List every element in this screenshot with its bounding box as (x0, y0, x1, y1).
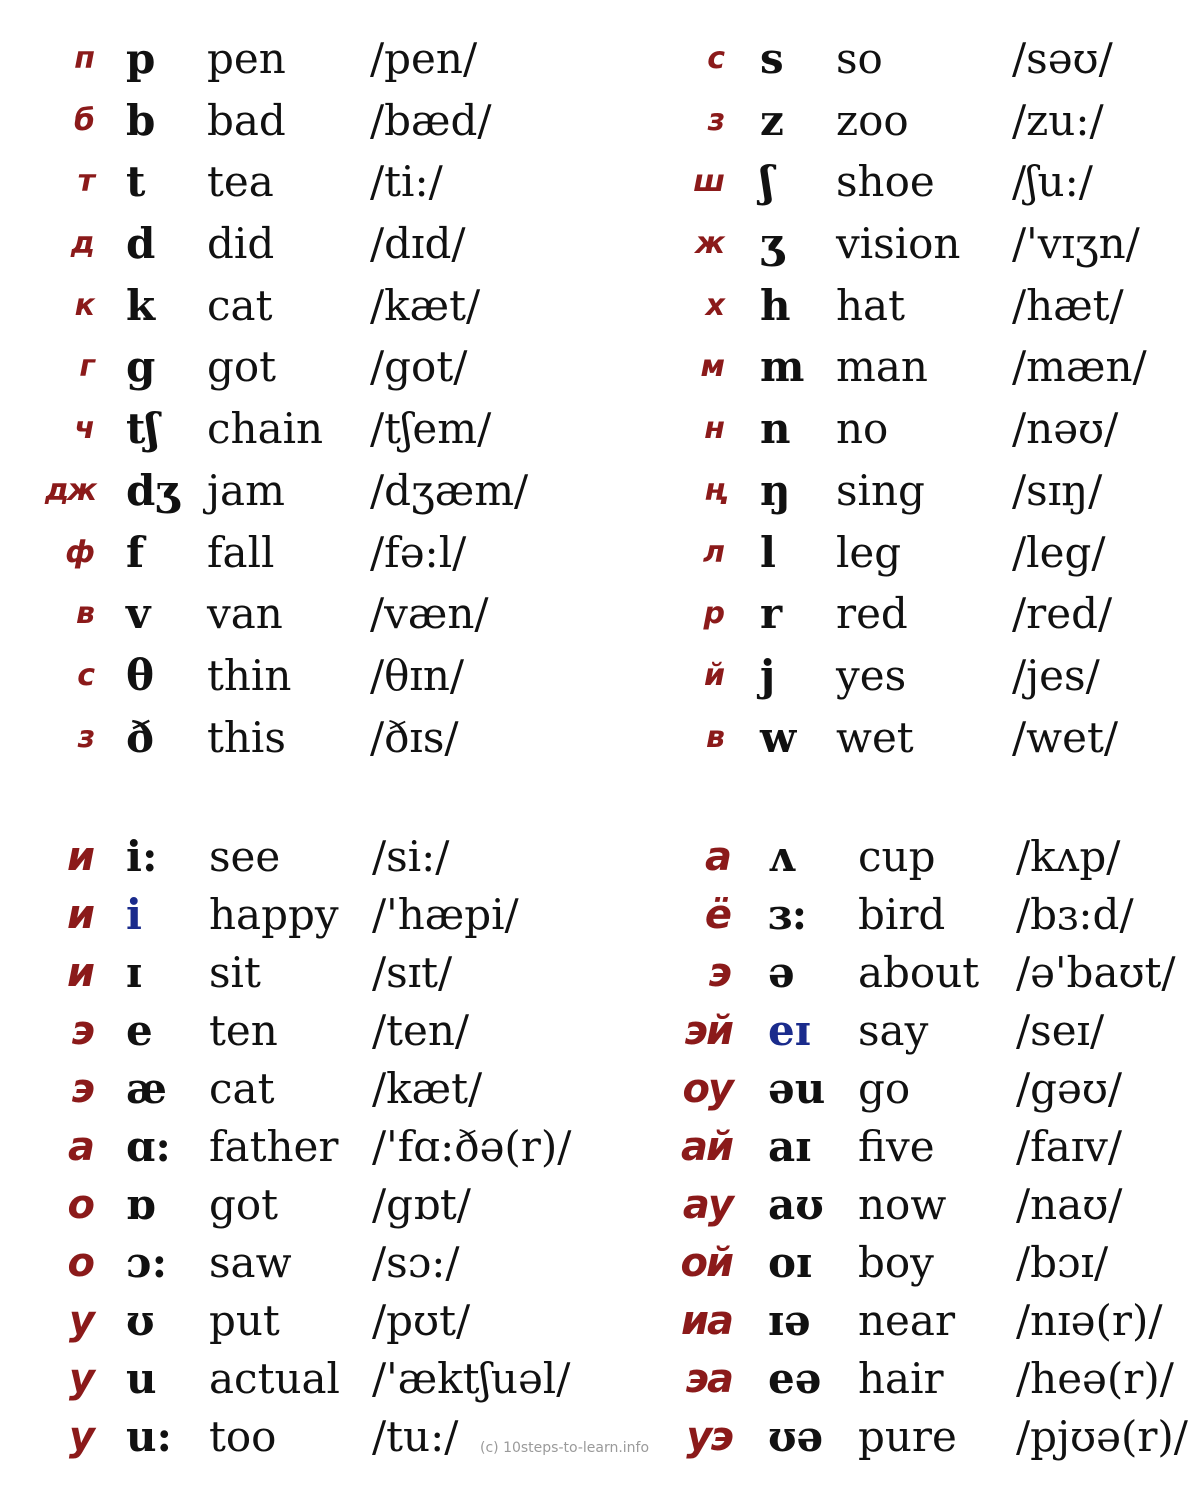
phonetic-symbol: ð (126, 712, 155, 762)
transcription: /fə:l/ (370, 527, 467, 577)
russian-letter: б (74, 102, 95, 138)
example-word: thin (207, 650, 292, 700)
example-word: sit (209, 948, 261, 997)
phonetic-symbol: f (126, 527, 145, 577)
table-row (0, 1060, 620, 1118)
transcription: /kʌp/ (1016, 832, 1121, 881)
transcription: /mæn/ (1012, 342, 1147, 392)
transcription: /naʊ/ (1016, 1180, 1123, 1229)
russian-letter: уэ (686, 1414, 732, 1460)
table-row (600, 90, 1200, 152)
russian-letter: п (74, 41, 95, 76)
transcription: /'fɑ:ðə(r)/ (372, 1122, 572, 1171)
consonants-right-table (600, 28, 1200, 768)
russian-letter: а (68, 1124, 95, 1170)
russian-letter: оу (682, 1066, 732, 1112)
russian-letter: ай (680, 1124, 732, 1170)
table-row (0, 90, 600, 152)
example-word: happy (209, 890, 339, 939)
russian-letter: а (705, 834, 732, 880)
phonetic-symbol: i: (126, 832, 158, 881)
phonetic-symbol: æ (126, 1064, 167, 1113)
example-word: zoo (836, 95, 909, 145)
table-row (620, 1292, 1200, 1350)
example-word: now (858, 1180, 947, 1229)
table-row (600, 28, 1200, 90)
phonetic-symbol: ɜ: (768, 890, 808, 939)
table-row (620, 828, 1200, 886)
transcription: /jes/ (1012, 650, 1100, 700)
table-row (620, 1002, 1200, 1060)
table-row (0, 886, 620, 944)
table-row (0, 1118, 620, 1176)
example-word: see (209, 832, 281, 881)
transcription: /nəʊ/ (1012, 404, 1119, 454)
russian-letter: ж (695, 226, 725, 262)
table-row (600, 645, 1200, 707)
example-word: vision (836, 219, 961, 269)
example-word: hair (858, 1354, 944, 1403)
table-row (600, 151, 1200, 213)
transcription: /bɜ:d/ (1016, 890, 1134, 939)
russian-letter: у (68, 1414, 95, 1460)
phonetic-symbol: ɒ (126, 1180, 156, 1229)
transcription: /wet/ (1012, 712, 1118, 762)
transcription: /ðɪs/ (370, 712, 459, 762)
table-row (0, 1292, 620, 1350)
table-row (0, 336, 600, 398)
phonetic-symbol: v (126, 589, 151, 639)
transcription: /sɪŋ/ (1012, 465, 1103, 515)
example-word: leg (836, 527, 902, 577)
phonetic-symbol: ɔ: (126, 1238, 168, 1287)
example-word: shoe (836, 157, 935, 207)
phonetic-symbol: s (760, 34, 784, 83)
example-word: fall (207, 527, 275, 577)
example-word: got (209, 1180, 279, 1229)
russian-letter: дж (44, 472, 95, 508)
vowels-right-table (620, 828, 1200, 1466)
transcription: /gɒt/ (372, 1180, 471, 1229)
transcription: /seɪ/ (1016, 1006, 1105, 1055)
phonetic-symbol: n (760, 404, 791, 454)
transcription: /zu:/ (1012, 95, 1104, 145)
example-word: no (836, 404, 889, 454)
transcription: /kæt/ (370, 280, 481, 330)
russian-letter: з (707, 102, 725, 138)
table-row (620, 886, 1200, 944)
table-row (620, 1118, 1200, 1176)
example-word: go (858, 1064, 911, 1113)
phonetic-symbol: ɑ: (126, 1122, 171, 1171)
transcription: /nɪə(r)/ (1016, 1296, 1163, 1345)
transcription: /'æktʃuəl/ (372, 1354, 571, 1403)
example-word: saw (209, 1238, 292, 1287)
transcription: /væn/ (370, 589, 489, 639)
table-row (0, 522, 600, 584)
example-word: wet (836, 712, 914, 762)
example-word: cat (209, 1064, 275, 1113)
transcription: /pjʊə(r)/ (1016, 1412, 1188, 1461)
russian-letter: г (79, 349, 95, 385)
table-row (0, 460, 600, 522)
example-word: yes (836, 650, 907, 700)
example-word: jam (207, 465, 285, 515)
russian-letter: о (67, 1240, 95, 1286)
russian-letter: э (708, 950, 732, 996)
phonetic-symbol: j (760, 650, 776, 700)
transcription: /sɔ:/ (372, 1238, 460, 1287)
phonetic-symbol: k (126, 280, 156, 330)
phonetic-symbol: eə (768, 1354, 822, 1403)
example-word: chain (207, 404, 324, 454)
russian-letter: х (705, 287, 725, 323)
example-word: about (858, 948, 980, 997)
phonetic-symbol: u: (126, 1412, 173, 1461)
example-word: say (858, 1006, 929, 1055)
table-row (620, 944, 1200, 1002)
phonetic-symbol: oɪ (768, 1238, 812, 1287)
example-word: cat (207, 280, 273, 330)
phonetic-symbol: m (760, 342, 805, 392)
table-row (0, 1234, 620, 1292)
transcription: /dɪd/ (370, 219, 466, 269)
phonetic-symbol: tʃ (126, 404, 160, 454)
phonetic-symbol: ʒ (760, 219, 784, 269)
russian-letter: э (71, 1066, 95, 1112)
phonetic-symbol: ɪ (126, 948, 142, 997)
russian-letter: и (66, 892, 95, 938)
transcription: /heə(r)/ (1016, 1354, 1174, 1403)
example-word: bad (207, 95, 286, 145)
russian-letter: ч (74, 411, 95, 447)
table-row (0, 275, 600, 337)
example-word: put (209, 1296, 280, 1345)
russian-letter: о (67, 1182, 95, 1228)
russian-letter: у (68, 1298, 95, 1344)
example-word: ten (209, 1006, 278, 1055)
phonetic-symbol: w (760, 712, 797, 762)
example-word: red (836, 589, 908, 639)
transcription: /ə'baʊt/ (1016, 948, 1176, 997)
transcription: /kæt/ (372, 1064, 483, 1113)
transcription: /pʊt/ (372, 1296, 471, 1345)
table-row (620, 1350, 1200, 1408)
phonetic-symbol: e (126, 1006, 153, 1055)
russian-letter: в (76, 596, 95, 632)
phonetic-symbol: ʌ (768, 832, 795, 881)
transcription: /pen/ (370, 34, 478, 83)
copyright-notice: (c) 10steps-to-learn.info (480, 1440, 650, 1456)
phonetic-symbol: z (760, 95, 784, 145)
transcription: /'hæpi/ (372, 890, 519, 939)
phonetic-symbol: b (126, 95, 156, 145)
phonetic-symbol: u (126, 1354, 157, 1403)
example-word: near (858, 1296, 956, 1345)
phonetic-symbol: ə (768, 948, 795, 997)
russian-letter: иа (680, 1298, 732, 1344)
russian-letter: й (703, 657, 725, 693)
table-row (0, 1350, 620, 1408)
russian-letter: и (66, 834, 95, 880)
table-row (0, 645, 600, 707)
russian-letter: з (77, 719, 95, 755)
transcription: /leg/ (1012, 527, 1106, 577)
russian-letter: эй (684, 1008, 732, 1054)
phonetic-symbol: ʊə (768, 1412, 824, 1461)
russian-letter: р (703, 596, 725, 632)
transcription: /ʃu:/ (1012, 157, 1093, 207)
table-row (620, 1234, 1200, 1292)
phonetic-symbol: θ (126, 650, 155, 700)
table-row (600, 522, 1200, 584)
phonetic-symbol: aɪ (768, 1122, 812, 1171)
transcription: /'vɪʒn/ (1012, 219, 1140, 269)
russian-letter: в (706, 719, 725, 755)
example-word: actual (209, 1354, 340, 1403)
table-row (0, 707, 600, 769)
phonetic-symbol: t (126, 157, 146, 207)
russian-letter: ё (704, 892, 732, 938)
transcription: /red/ (1012, 589, 1113, 639)
table-row (600, 213, 1200, 275)
transcription: /dʒæm/ (370, 465, 529, 515)
russian-letter: эа (685, 1356, 732, 1402)
phonetic-symbol: g (126, 342, 156, 392)
russian-letter: ф (65, 534, 95, 570)
transcription: /bɔɪ/ (1016, 1238, 1109, 1287)
russian-letter: с (77, 657, 95, 693)
table-row (620, 1176, 1200, 1234)
russian-letter: м (700, 349, 725, 385)
table-row (600, 336, 1200, 398)
table-row (0, 1002, 620, 1060)
russian-letter: э (71, 1008, 95, 1054)
russian-letter: т (77, 164, 95, 200)
russian-letter: ой (680, 1240, 732, 1286)
phonetic-symbol: dʒ (126, 465, 180, 515)
table-row (0, 398, 600, 460)
table-row (0, 151, 600, 213)
example-word: cup (858, 832, 936, 881)
example-word: pen (207, 34, 286, 83)
phonetic-symbol: əu (768, 1064, 826, 1113)
phonetic-symbol: ɪə (768, 1296, 811, 1345)
example-word: van (207, 589, 283, 639)
phonetic-symbol: d (126, 219, 156, 269)
transcription: /faɪv/ (1016, 1122, 1123, 1171)
example-word: man (836, 342, 928, 392)
table-row (620, 1060, 1200, 1118)
russian-letter: ау (682, 1182, 732, 1228)
transcription: /si:/ (372, 832, 450, 881)
phonetic-symbol: ŋ (760, 465, 791, 515)
example-word: boy (858, 1238, 934, 1287)
transcription: /hæt/ (1012, 280, 1124, 330)
example-word: father (209, 1122, 339, 1171)
example-word: tea (207, 157, 274, 207)
transcription: /gəʊ/ (1016, 1064, 1123, 1113)
example-word: pure (858, 1412, 957, 1461)
example-word: so (836, 34, 883, 83)
phonetic-symbol: ʃ (760, 157, 774, 207)
example-word: five (858, 1122, 935, 1171)
phonetic-symbol: ʊ (126, 1296, 155, 1345)
phonetic-symbol: eɪ (768, 1006, 811, 1055)
phonetic-symbol: i (126, 890, 142, 939)
phonetic-symbol: r (760, 589, 783, 639)
example-word: too (209, 1412, 277, 1461)
transcription: /tʃem/ (370, 404, 492, 454)
table-row (600, 398, 1200, 460)
russian-letter: ң (704, 472, 725, 508)
example-word: got (207, 342, 277, 392)
russian-letter: к (74, 287, 95, 323)
example-word: did (207, 219, 275, 269)
consonants-left-table (0, 28, 600, 768)
table-row (600, 707, 1200, 769)
table-row (600, 583, 1200, 645)
table-row (600, 460, 1200, 522)
russian-letter: ш (693, 164, 725, 200)
example-word: hat (836, 280, 905, 330)
table-row (0, 828, 620, 886)
russian-letter: л (703, 534, 725, 570)
transcription: /tu:/ (372, 1412, 459, 1461)
transcription: /ti:/ (370, 157, 443, 207)
example-word: this (207, 712, 286, 762)
table-row (0, 944, 620, 1002)
table-row (0, 213, 600, 275)
table-row (0, 28, 600, 90)
transcription: /got/ (370, 342, 468, 392)
transcription: /səʊ/ (1012, 34, 1113, 83)
transcription: /bæd/ (370, 95, 492, 145)
example-word: sing (836, 465, 925, 515)
transcription: /sɪt/ (372, 948, 453, 997)
russian-letter: и (66, 950, 95, 996)
russian-letter: с (707, 41, 725, 76)
transcription: /ten/ (372, 1006, 470, 1055)
phonetic-symbol: h (760, 280, 791, 330)
phonetic-symbol: l (760, 527, 776, 577)
vowels-left-table (0, 828, 620, 1466)
russian-letter: у (68, 1356, 95, 1402)
table-row (600, 275, 1200, 337)
example-word: bird (858, 890, 946, 939)
table-row (620, 1408, 1200, 1466)
table-row (0, 583, 600, 645)
table-row (0, 1408, 620, 1466)
russian-letter: н (704, 411, 725, 447)
russian-letter: д (70, 226, 95, 262)
phonetic-symbol: p (126, 34, 156, 83)
table-row (0, 1176, 620, 1234)
transcription: /θɪn/ (370, 650, 465, 700)
phonetic-symbol: aʊ (768, 1180, 824, 1229)
